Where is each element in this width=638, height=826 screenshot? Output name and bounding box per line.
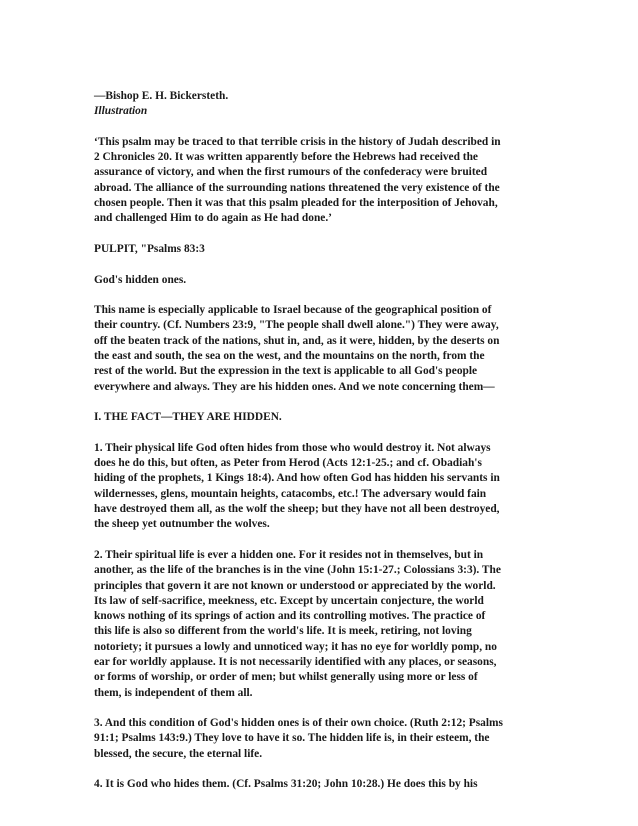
point-2-line: Its law of self-sacrifice, meekness, etc. Except by uncertain conjecture, the world	[94, 594, 484, 607]
spacer	[94, 426, 546, 441]
point-1-line: 1. Their physical life God often hides from those who would destroy it. Not always	[94, 441, 491, 454]
point-1-paragraph	[94, 441, 546, 533]
source-heading: PULPIT, "Psalms 83:3	[94, 242, 205, 255]
point-2-line: knows nothing of its springs of action and its controlling motives. The practice of	[94, 610, 486, 623]
attribution: —Bishop E. H. Bickersteth.	[94, 90, 229, 102]
point-2-line: them, is independent of them all.	[94, 686, 253, 699]
spacer	[94, 288, 546, 303]
point-3-line: blessed, the secure, the eternal life.	[94, 747, 263, 760]
document-page	[94, 89, 546, 793]
intro-paragraph	[94, 303, 546, 395]
point-1-line: hiding of the prophets, 1 Kings 18:4). And how often God has hidden his servants in	[94, 472, 500, 485]
intro-line: This name is especially applicable to Israel because of the geographical position of	[94, 304, 492, 317]
spacer	[94, 533, 546, 548]
spacer	[94, 762, 546, 777]
point-1-line: wildernesses, glens, mountain heights, catacombs, etc.! The adversary would fain	[94, 487, 487, 500]
quote-line: ‘This psalm may be traced to that terrible crisis in the history of Judah described in	[94, 135, 501, 148]
point-4-line: 4. It is God who hides them. (Cf. Psalms 31:20; John 10:28.) He does this by his	[94, 778, 478, 791]
quote-paragraph	[94, 135, 546, 227]
spacer	[94, 257, 546, 272]
intro-line: everywhere and always. They are his hidden ones. And we note concerning them—	[94, 380, 495, 393]
point-2-line: principles that govern it are not known or understood or appreciated by the world.	[94, 579, 496, 592]
point-2-line: notoriety; it pursues a lowly and unnoticed way; it has no eye for worldly pomp, no	[94, 640, 497, 653]
intro-line: the east and south, the sea on the west, and the mountains on the north, from the	[94, 350, 485, 363]
section-heading: I. THE FACT—THEY ARE HIDDEN.	[94, 411, 282, 424]
point-4-paragraph	[94, 777, 546, 792]
quote-line: assurance of victory, and when the first rumours of the confederacy were bruited	[94, 166, 488, 179]
point-3-line: 91:1; Psalms 143:9.) They love to have it so. The hidden life is, in their esteem, the	[94, 732, 490, 745]
quote-line: abroad. The alliance of the surrounding nations threatened the very existence of the	[94, 181, 500, 194]
point-2-paragraph	[94, 548, 546, 701]
spacer	[94, 701, 546, 716]
point-2-line: or forms of worship, or order of men; but whilst generally using more or less of	[94, 671, 478, 684]
intro-line: their country. (Cf. Numbers 23:9, "The people shall dwell alone.") They were away,	[94, 319, 499, 332]
quote-line: and challenged Him to do again as He had done.’	[94, 212, 332, 225]
intro-line: rest of the world. But the expression in the text is applicable to all God's people	[94, 365, 478, 378]
point-2-line: another, as the life of the branches is in the vine (John 15:1-27.; Colossians 3:3). The	[94, 564, 501, 577]
spacer	[94, 120, 546, 135]
point-3-paragraph	[94, 716, 546, 762]
illustration-label: Illustration	[94, 105, 148, 118]
quote-line: 2 Chronicles 20. It was written apparently before the Hebrews had received the	[94, 151, 478, 164]
point-2-line: 2. Their spiritual life is ever a hidden one. For it resides not in themselves, but in	[94, 548, 484, 561]
point-1-line: have destroyed them all, as the wolf the sheep; but they have not all been destroyed,	[94, 503, 500, 516]
point-3-line: 3. And this condition of God's hidden ones is of their own choice. (Ruth 2:12; Psalms	[94, 717, 503, 730]
point-2-line: ear for worldly applause. It is not necessarily identified with any places, or seasons,	[94, 655, 497, 668]
spacer	[94, 227, 546, 242]
point-1-line: does he do this, but often, as Peter from Herod (Acts 12:1-25.; and cf. Obadiah's	[94, 457, 482, 470]
intro-line: off the beaten track of the nations, shut in, and, as it were, hidden, by the deserts on	[94, 334, 500, 347]
quote-line: chosen people. Then it was that this psalm pleaded for the interposition of Jehovah,	[94, 197, 498, 210]
point-2-line: this life is also so different from the world's life. It is meek, retiring, not loving	[94, 625, 472, 638]
spacer	[94, 395, 546, 410]
subtitle: God's hidden ones.	[94, 273, 187, 286]
point-1-line: the sheep yet outnumber the wolves.	[94, 518, 270, 531]
